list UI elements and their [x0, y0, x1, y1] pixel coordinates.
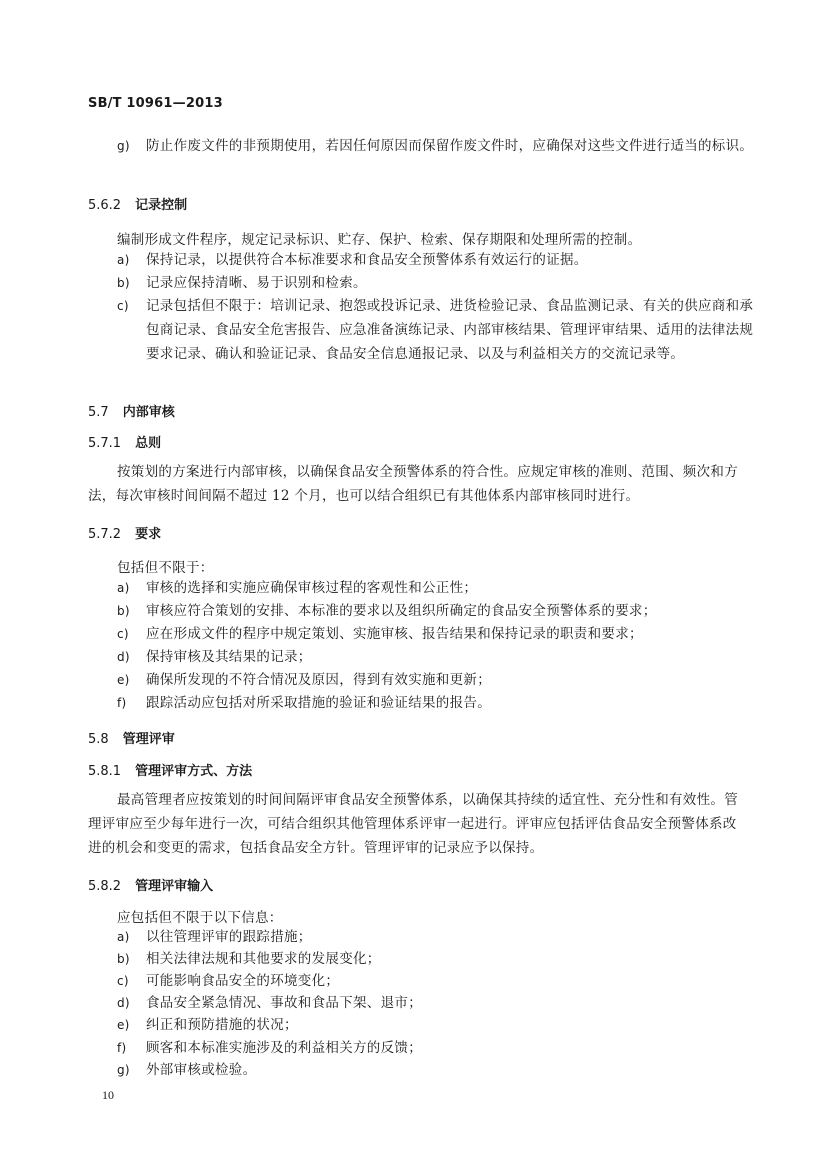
section-heading-5-7-2: [88, 523, 161, 542]
item-label: c): [117, 299, 129, 313]
section-title: 管理评审输入: [135, 879, 214, 894]
item-label: g): [117, 1063, 130, 1077]
item-label: a): [117, 930, 130, 944]
section-heading-5-7-1: [88, 432, 161, 451]
item-text: 记录包括但不限于：培训记录、抱怨或投诉记录、进货检验记录、食品监测记录、有关的供应商和承包商记录、食品安全危害报告、应急准备演练记录、内部审核结果、管理评审结果、适用的法律法规要求记录、确认和验证记录、食品安全信息通报记录、以及与利益相关方的交流记录等。: [146, 298, 754, 362]
item-text: 顾客和本标准实施涉及的利益相关方的反馈；: [146, 1040, 422, 1056]
list-item: [117, 645, 757, 669]
section-number: 5.7: [88, 405, 109, 420]
item-label: e): [117, 673, 130, 687]
section-intro: 应包括但不限于以下信息：: [117, 910, 283, 926]
list-item: [117, 134, 757, 158]
section-number: 5.7.1: [88, 436, 122, 451]
item-text: 食品安全紧急情况、事故和食品下架、退市；: [146, 995, 422, 1011]
section-heading-5-6-2: [88, 194, 187, 213]
item-text: 跟踪活动应包括对所采取措施的验证和验证结果的报告。: [146, 695, 491, 711]
item-text: 保持记录，以提供符合本标准要求和食品安全预警体系有效运行的证据。: [146, 252, 588, 268]
item-label: a): [117, 581, 130, 595]
item-label: f): [117, 1041, 127, 1055]
section-paragraph: 按策划的方案进行内部审核，以确保食品安全预警体系的符合性。应规定审核的准则、范围、频次和方法，每次审核时间间隔不超过 12 个月，也可以结合组织已有其他体系内部审核同时进行。: [88, 464, 738, 504]
list-item: [117, 947, 757, 971]
list-item: [117, 691, 757, 715]
item-text: 相关法律法规和其他要求的发展变化；: [146, 951, 381, 967]
section-number: 5.7.2: [88, 527, 122, 542]
list-item: [117, 622, 757, 646]
section-heading-5-8-1: [88, 760, 252, 779]
item-text: 防止作废文件的非预期使用，若因任何原因而保留作废文件时，应确保对这些文件进行适当的标识。: [146, 138, 754, 154]
section-paragraph: 最高管理者应按策划的时间间隔评审食品安全预警体系，以确保其持续的适宜性、充分性和有效性。管理评审应至少每年进行一次，可结合组织其他管理体系评审一起进行。评审应包括评估食品安全预警体系改进的机会和变更的需求，包括食品安全方针。管理评审的记录应予以保持。: [88, 792, 738, 856]
item-label: d): [117, 650, 130, 664]
section-heading-5-8: [88, 728, 175, 747]
section-title: 管理评审方式、方法: [135, 764, 253, 779]
section-number: 5.8: [88, 732, 109, 747]
standard-code-header: SB/T 10961—2013: [88, 96, 223, 111]
section-intro: 编制形成文件程序，规定记录标识、贮存、保护、检索、保存期限和处理所需的控制。: [117, 232, 642, 248]
list-item: [117, 925, 757, 949]
section-intro: 包括但不限于：: [117, 560, 214, 576]
section-number: 5.8.2: [88, 879, 122, 894]
section-heading-5-8-2: [88, 875, 213, 894]
item-label: c): [117, 974, 129, 988]
list-item: [117, 1013, 757, 1037]
item-text: 应在形成文件的程序中规定策划、实施审核、报告结果和保持记录的职责和要求；: [146, 626, 643, 642]
item-text: 纠正和预防措施的状况；: [146, 1017, 298, 1033]
list-item: [117, 991, 757, 1015]
section-title: 记录控制: [135, 198, 188, 213]
list-item: [117, 668, 757, 692]
section-title: 要求: [135, 527, 162, 542]
item-label: g): [117, 139, 130, 153]
list-item: [117, 248, 757, 272]
section-title: 总则: [135, 436, 162, 451]
item-text: 可能影响食品安全的环境变化；: [146, 973, 340, 989]
item-label: b): [117, 952, 130, 966]
list-item: [117, 599, 757, 623]
list-item: [117, 1058, 757, 1082]
list-item: [117, 271, 757, 295]
list-item: [117, 969, 757, 993]
section-heading-5-7: [88, 401, 175, 420]
item-text: 确保所发现的不符合情况及原因，得到有效实施和更新；: [146, 672, 491, 688]
item-label: b): [117, 604, 130, 618]
list-item: [117, 1036, 757, 1060]
item-text: 保持审核及其结果的记录；: [146, 649, 312, 665]
item-label: d): [117, 996, 130, 1010]
item-text: 以往管理评审的跟踪措施；: [146, 929, 312, 945]
list-item: [117, 294, 757, 366]
section-title: 管理评审: [122, 732, 175, 747]
item-text: 审核的选择和实施应确保审核过程的客观性和公正性；: [146, 580, 478, 596]
item-text: 审核应符合策划的安排、本标准的要求以及组织所确定的食品安全预警体系的要求；: [146, 603, 657, 619]
item-label: a): [117, 253, 130, 267]
section-number: 5.8.1: [88, 764, 122, 779]
item-text: 记录应保持清晰、易于识别和检索。: [146, 275, 367, 291]
item-label: c): [117, 627, 129, 641]
page-number: 10: [102, 1088, 114, 1102]
section-title: 内部审核: [122, 405, 175, 420]
section-number: 5.6.2: [88, 198, 122, 213]
item-label: f): [117, 696, 127, 710]
item-label: b): [117, 276, 130, 290]
list-item: [117, 576, 757, 600]
item-label: e): [117, 1018, 130, 1032]
item-text: 外部审核或检验。: [146, 1062, 257, 1078]
